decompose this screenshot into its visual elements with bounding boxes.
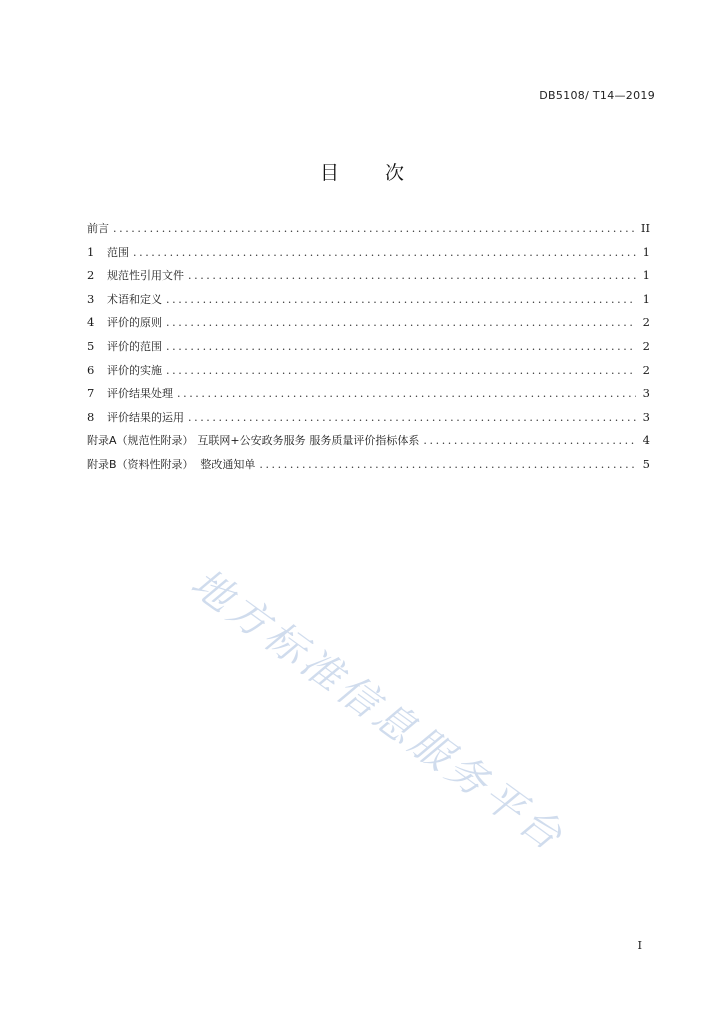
page-number: I	[637, 938, 642, 952]
toc-entry-evaluation-scope[interactable]	[87, 335, 650, 359]
toc-entry-label: 术语和定义	[107, 292, 162, 306]
toc-entry-page: 1	[642, 291, 650, 306]
toc-entry-label: 评价结果的运用	[107, 410, 184, 424]
toc-entry-page: 2	[642, 338, 650, 353]
toc-entry-label: 评价结果处理	[107, 387, 173, 401]
toc-entry-appendix-b[interactable]	[87, 453, 650, 477]
toc-entry-label: 范围	[107, 245, 129, 259]
toc-entry-number: 5	[87, 338, 95, 353]
toc-entry-page: 5	[642, 456, 650, 471]
dot-leader	[166, 311, 636, 335]
toc-entry-page: 1	[642, 244, 650, 259]
dot-leader	[166, 359, 636, 383]
dot-leader	[259, 453, 636, 477]
toc-entry-page: 1	[642, 268, 650, 283]
toc-entry-principles[interactable]	[87, 311, 650, 335]
toc-entry-number: 6	[87, 362, 95, 377]
document-code: DB5108/ T14—2019	[539, 89, 655, 102]
toc-entry-scope[interactable]	[87, 241, 650, 265]
toc-entry-label: 评价的实施	[107, 363, 162, 377]
dot-leader	[113, 217, 636, 241]
dot-leader	[188, 406, 636, 430]
toc-entry-page: 2	[642, 315, 650, 330]
toc-entry-label: 规范性引用文件	[107, 269, 184, 283]
table-of-contents	[87, 217, 650, 477]
toc-entry-foreword[interactable]	[87, 217, 650, 241]
toc-entry-result-handling[interactable]	[87, 382, 650, 406]
toc-entry-label: 评价的范围	[107, 339, 162, 353]
toc-entry-page: 4	[642, 433, 650, 448]
toc-entry-label: 前言	[87, 222, 109, 235]
toc-entry-number: 1	[87, 244, 95, 259]
toc-entry-number: 4	[87, 315, 95, 330]
toc-entry-number: 3	[87, 291, 95, 306]
appendix-prefix: 附录B（资料性附录）	[87, 457, 194, 471]
toc-entry-appendix-a[interactable]	[87, 429, 650, 453]
appendix-prefix: 附录A（规范性附录）	[87, 434, 194, 448]
toc-entry-terms[interactable]	[87, 288, 650, 312]
dot-leader	[166, 288, 636, 312]
toc-entry-page: 3	[642, 386, 650, 401]
dot-leader	[177, 382, 636, 406]
toc-entry-page: II	[640, 221, 650, 235]
page-title: 目 次	[319, 162, 425, 184]
appendix-title-part1: 互联网+公安政务服务	[197, 434, 306, 448]
toc-entry-label: 评价的原则	[107, 316, 162, 330]
appendix-title-part2: 服务质量评价指标体系	[309, 434, 420, 448]
toc-entry-number: 8	[87, 409, 95, 424]
dot-leader	[166, 335, 636, 359]
toc-entry-implementation[interactable]	[87, 359, 650, 383]
toc-entry-number: 7	[87, 386, 95, 401]
toc-entry-page: 2	[642, 362, 650, 377]
toc-entry-number: 2	[87, 268, 95, 283]
dot-leader	[423, 429, 636, 453]
watermark: 地方标准信息服务平台	[182, 559, 574, 862]
appendix-title-part1: 整改通知单	[200, 457, 256, 471]
toc-entry-result-usage[interactable]	[87, 406, 650, 430]
toc-entry-page: 3	[642, 409, 650, 424]
dot-leader	[188, 264, 636, 288]
toc-entry-normative-references[interactable]	[87, 264, 650, 288]
dot-leader	[133, 241, 636, 265]
